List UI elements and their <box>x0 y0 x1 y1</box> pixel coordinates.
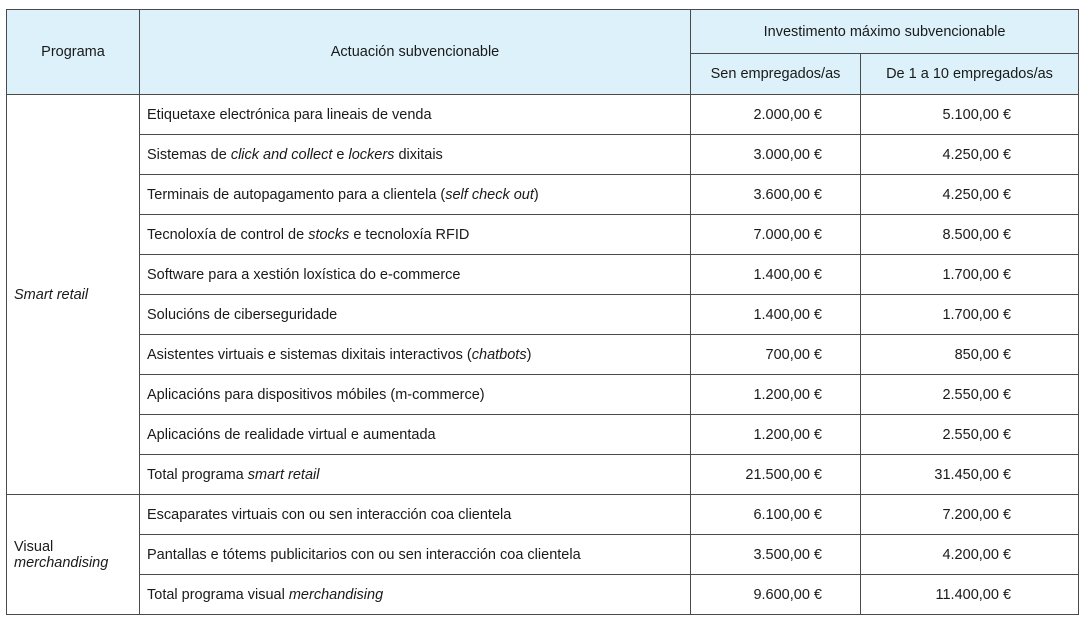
de1a10-value: 5.100,00 € <box>861 95 1079 135</box>
sen-value: 1.200,00 € <box>691 415 861 455</box>
total-sen-value: 9.600,00 € <box>691 575 861 615</box>
sen-value: 1.400,00 € <box>691 255 861 295</box>
program-label-line2: merchandising <box>14 554 109 571</box>
actuacion-cell: Tecnoloxía de control de stocks e tecnoloxía RFID <box>140 215 691 255</box>
de1a10-value: 4.250,00 € <box>861 175 1079 215</box>
table-row <box>7 495 1079 535</box>
table-row <box>7 95 1079 135</box>
total-label: Total programa smart retail <box>140 455 691 495</box>
header-programa: Programa <box>7 10 140 95</box>
de1a10-value: 1.700,00 € <box>861 255 1079 295</box>
actuacion-cell: Terminais de autopagamento para a clientela (self check out) <box>140 175 691 215</box>
de1a10-value: 8.500,00 € <box>861 215 1079 255</box>
actuacion-cell: Escaparates virtuais con ou sen interacción coa clientela <box>140 495 691 535</box>
sen-value: 1.200,00 € <box>691 375 861 415</box>
header-de-1-a-10: De 1 a 10 empregados/as <box>861 54 1079 95</box>
table-row <box>7 335 1079 375</box>
de1a10-value: 2.550,00 € <box>861 375 1079 415</box>
actuacion-cell: Asistentes virtuais e sistemas dixitais interactivos (chatbots) <box>140 335 691 375</box>
sen-value: 3.500,00 € <box>691 535 861 575</box>
de1a10-value: 2.550,00 € <box>861 415 1079 455</box>
table-row <box>7 375 1079 415</box>
table-row <box>7 535 1079 575</box>
sen-value: 3.600,00 € <box>691 175 861 215</box>
program-smart-retail <box>7 95 140 495</box>
de1a10-value: 1.700,00 € <box>861 295 1079 335</box>
header-sen-empregados: Sen empregados/as <box>691 54 861 95</box>
actuacion-cell: Aplicacións para dispositivos móbiles (m-commerce) <box>140 375 691 415</box>
actuacion-cell: Etiquetaxe electrónica para lineais de venda <box>140 95 691 135</box>
table-row <box>7 255 1079 295</box>
sen-value: 700,00 € <box>691 335 861 375</box>
de1a10-value: 4.200,00 € <box>861 535 1079 575</box>
actuacion-cell: Solucións de ciberseguridade <box>140 295 691 335</box>
sen-value: 7.000,00 € <box>691 215 861 255</box>
total-sen-value: 21.500,00 € <box>691 455 861 495</box>
program-label-line1: Visual <box>14 538 54 555</box>
table-row <box>7 215 1079 255</box>
actuacion-cell: Pantallas e tótems publicitarios con ou sen interacción coa clientela <box>140 535 691 575</box>
table-row <box>7 415 1079 455</box>
subsidy-table <box>6 9 1079 615</box>
de1a10-value: 7.200,00 € <box>861 495 1079 535</box>
table-row <box>7 295 1079 335</box>
sen-value: 6.100,00 € <box>691 495 861 535</box>
de1a10-value: 850,00 € <box>861 335 1079 375</box>
sen-value: 3.000,00 € <box>691 135 861 175</box>
sen-value: 1.400,00 € <box>691 295 861 335</box>
total-row <box>7 455 1079 495</box>
total-de1a10-value: 31.450,00 € <box>861 455 1079 495</box>
program-label: Smart retail <box>14 286 89 303</box>
total-row <box>7 575 1079 615</box>
table-row <box>7 135 1079 175</box>
de1a10-value: 4.250,00 € <box>861 135 1079 175</box>
actuacion-cell: Aplicacións de realidade virtual e aumentada <box>140 415 691 455</box>
table-row <box>7 175 1079 215</box>
header-investimento: Investimento máximo subvencionable <box>691 10 1079 54</box>
actuacion-cell: Sistemas de click and collect e lockers dixitais <box>140 135 691 175</box>
total-de1a10-value: 11.400,00 € <box>861 575 1079 615</box>
actuacion-cell: Software para a xestión loxística do e-commerce <box>140 255 691 295</box>
program-visual-merchandising <box>7 495 140 615</box>
sen-value: 2.000,00 € <box>691 95 861 135</box>
total-label: Total programa visual merchandising <box>140 575 691 615</box>
header-actuacion: Actuación subvencionable <box>140 10 691 95</box>
